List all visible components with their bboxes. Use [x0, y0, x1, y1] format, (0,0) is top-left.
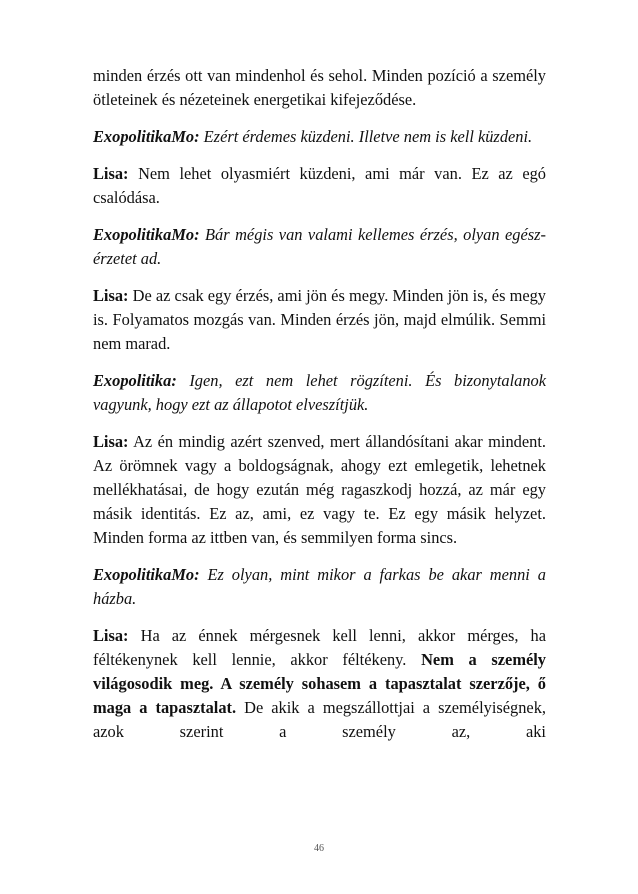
- speaker-label: Lisa:: [93, 164, 129, 183]
- speaker-label: Lisa:: [93, 286, 129, 305]
- speaker-label: Lisa:: [93, 626, 129, 645]
- paragraph-text: minden érzés ott van mindenhol és sehol. Minden pozíció a személy ötleteinek és nézeteinek energetikai kifejeződése.: [93, 66, 546, 109]
- speaker-label: Lisa:: [93, 432, 129, 451]
- paragraph-emphasis: Nem a személy világosodik meg. A személy sohasem a tapasztalat szerzője, ő maga a tapasztalat.: [93, 650, 546, 717]
- speaker-label: ExopolitikaMo:: [93, 565, 200, 584]
- paragraph-text: Nem lehet olyasmiért küzdeni, ami már van. Ez az egó csalódása.: [93, 164, 546, 207]
- paragraph-1: [93, 64, 546, 112]
- paragraph-text: Az én mindig azért szenved, mert állandósítani akar mindent. Az örömnek vagy a boldogságnak, ahogy ezt emlegetik, lehetnek mellékhatásai, de hogy ezután még ragaszkodj hozzá, az már egy másik identitás. Ez az, ami, ez vagy te. Ez egy másik helyzet. Minden forma az ittben van, és semmilyen forma sincs.: [93, 432, 546, 547]
- speaker-label: ExopolitikaMo:: [93, 225, 200, 244]
- paragraph-text: De az csak egy érzés, ami jön és megy. Minden jön is, és megy is. Folyamatos mozgás van. Minden érzés jön, majd elmúlik. Semmi nem marad.: [93, 286, 546, 353]
- paragraph-text: Bár mégis van valami kellemes érzés, olyan egész-érzetet ad.: [93, 225, 546, 268]
- paragraph-3: [93, 162, 546, 210]
- paragraph-4: [93, 223, 546, 271]
- paragraph-2: [93, 125, 546, 149]
- paragraph-5: [93, 284, 546, 356]
- speaker-label: Exopolitika:: [93, 371, 177, 390]
- speaker-label: ExopolitikaMo:: [93, 127, 200, 146]
- paragraph-text: Ezért érdemes küzdeni. Illetve nem is kell küzdeni.: [203, 127, 533, 146]
- page-body: [93, 64, 546, 744]
- paragraph-text: Ez olyan, mint mikor a farkas be akar menni a házba.: [93, 565, 546, 608]
- paragraph-9: [93, 624, 546, 744]
- paragraph-text: Igen, ezt nem lehet rögzíteni. És bizonytalanok vagyunk, hogy ezt az állapotot elveszítjük.: [93, 371, 546, 414]
- paragraph-text-continued: De akik a megszállottjai a személyiségnek, azok szerint a személy az, aki: [93, 698, 546, 741]
- page-number: 46: [314, 843, 324, 854]
- paragraph-text: Ha az énnek mérgesnek kell lenni, akkor mérges, ha féltékenynek kell lennie, akkor féltékeny.: [93, 626, 546, 669]
- paragraph-6: [93, 369, 546, 417]
- paragraph-8: [93, 563, 546, 611]
- paragraph-7: [93, 430, 546, 550]
